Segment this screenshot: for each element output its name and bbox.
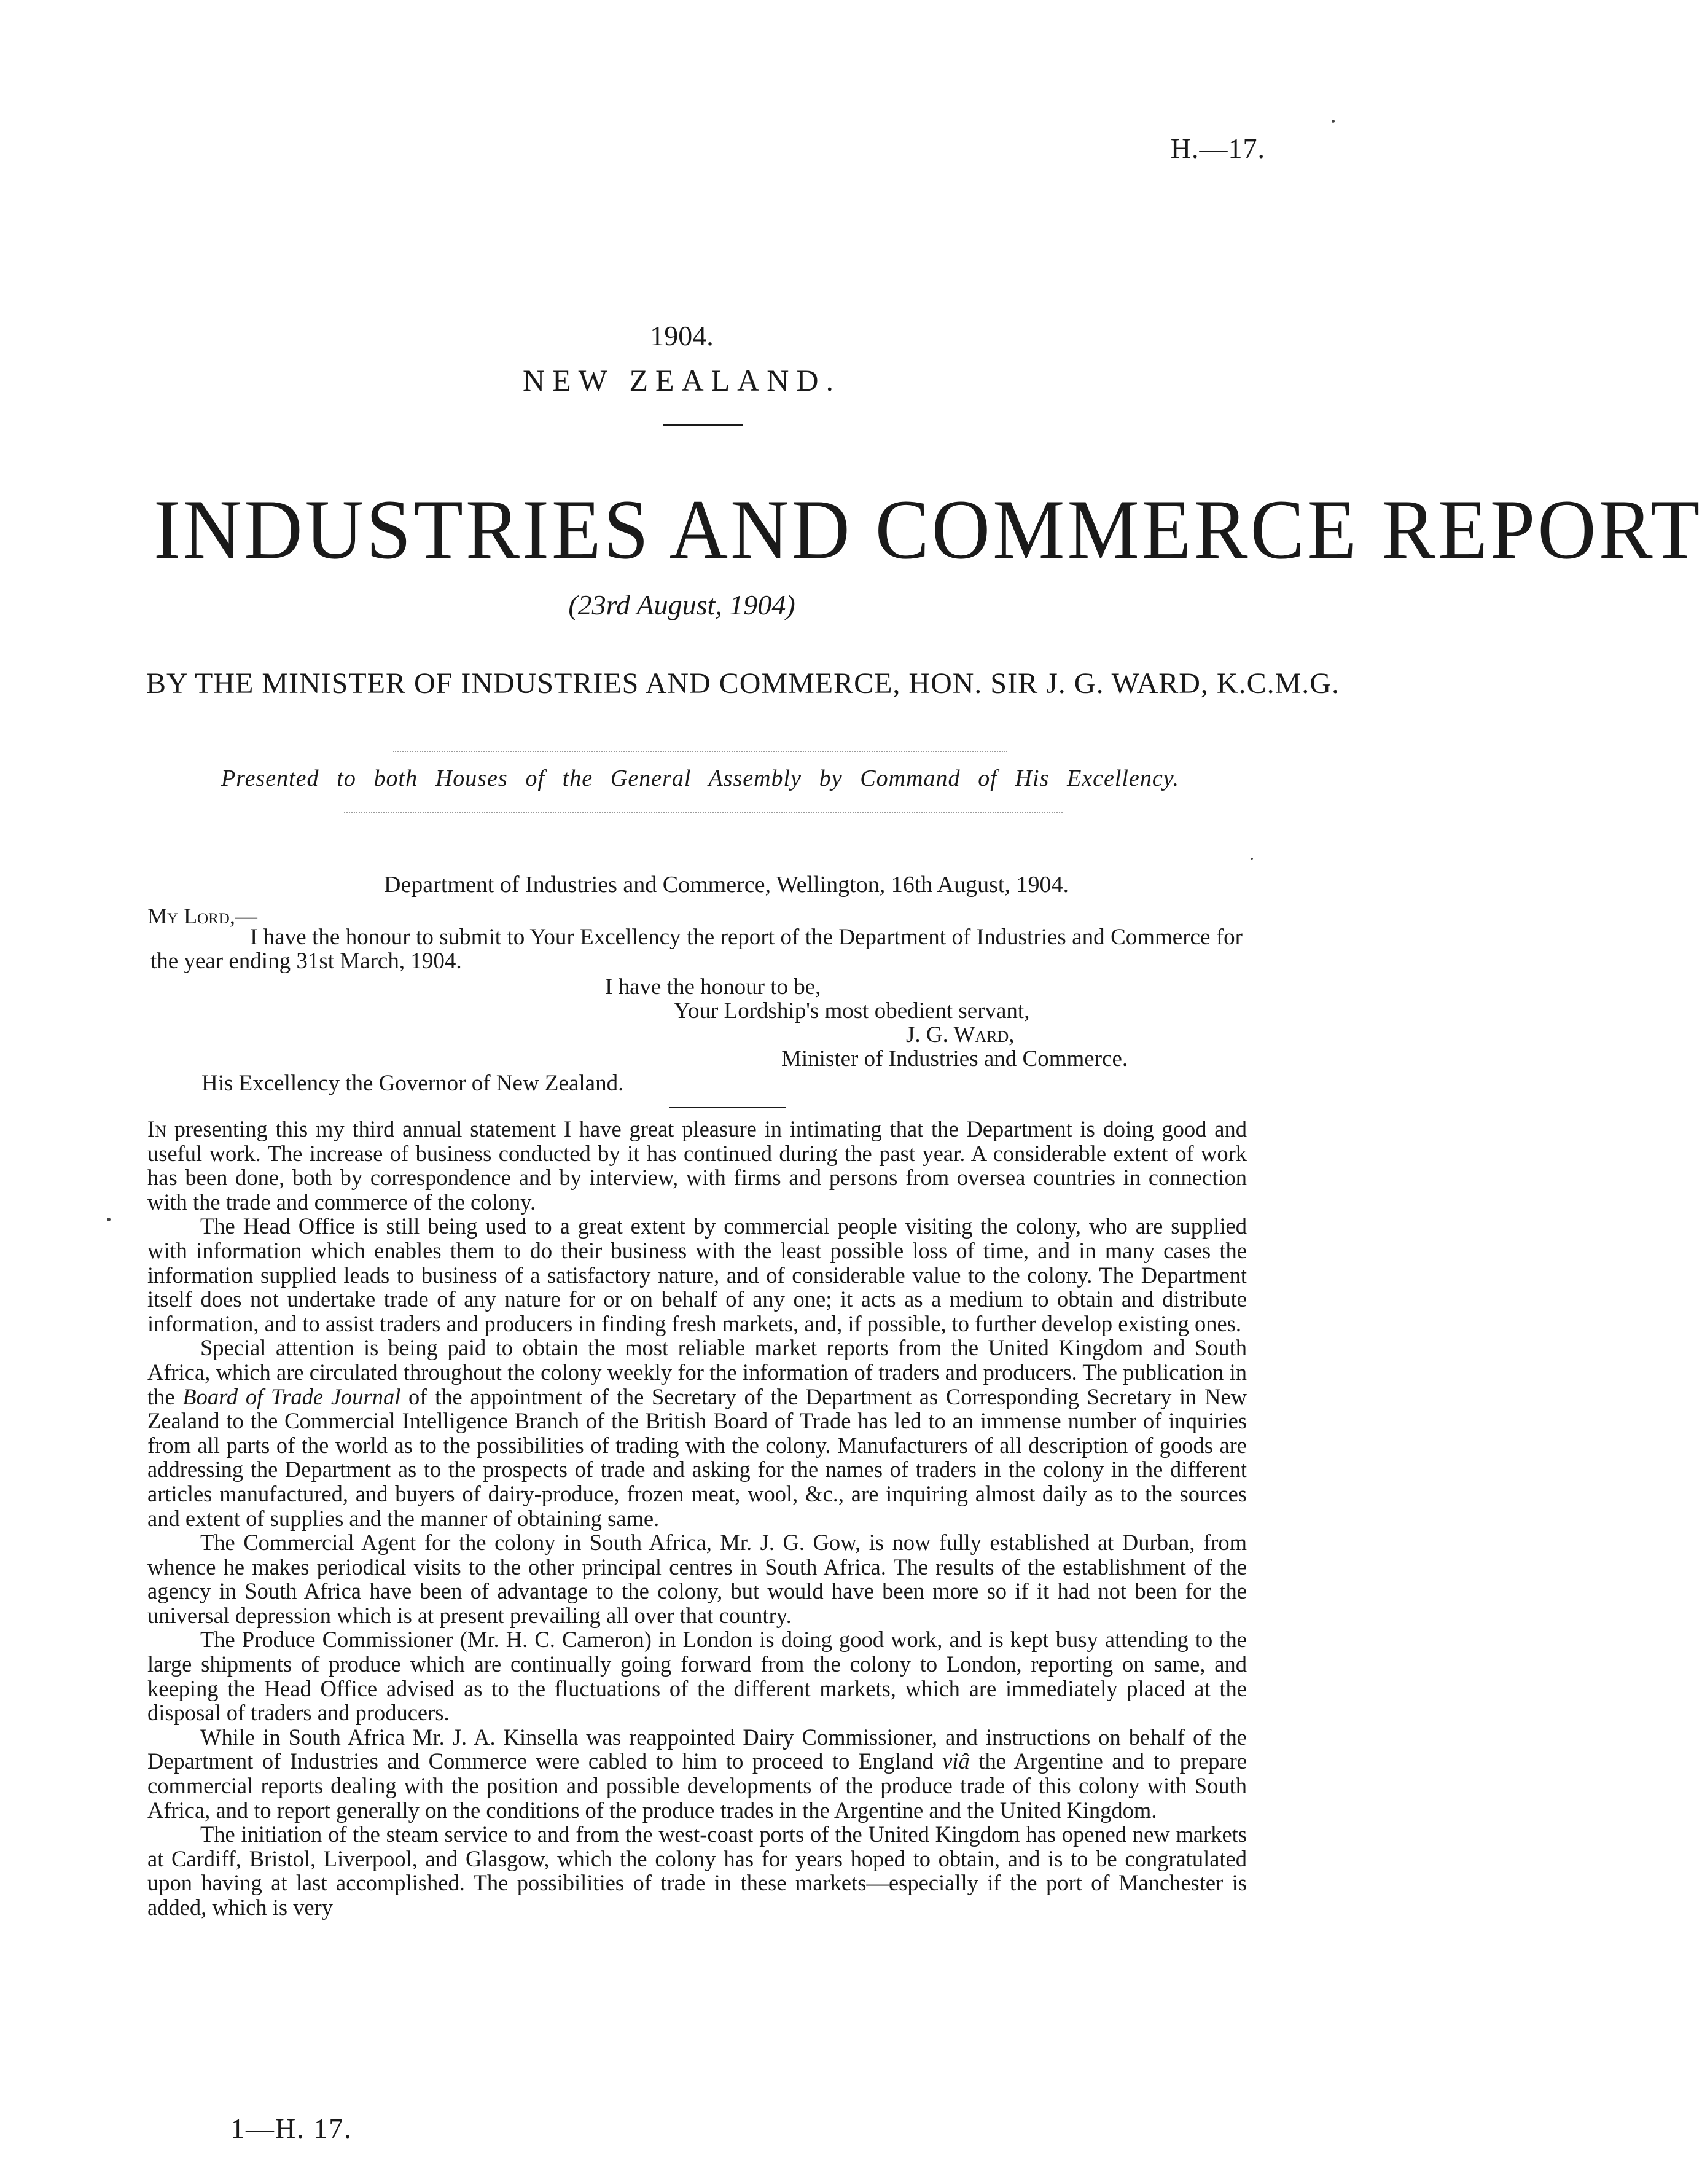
letter-addressee: His Excellency the Governor of New Zealand. [201,1071,624,1096]
print-speck [1251,858,1253,860]
paragraph-1 [147,1117,1247,1214]
letter-salutation: My Lord,— [147,904,257,928]
paragraph-text: Special attention is being paid to obtain the most reliable market reports from the United Kingdom and South Africa, which are circulated throughout the colony weekly for the information of traders and producers. The publication in the [147,1335,1247,1409]
dotted-rule-top [393,751,1007,752]
dotted-rule-bottom [344,812,1063,813]
paragraph-5: The Produce Commissioner (Mr. H. C. Cameron) in London is doing good work, and is kept busy attending to the large shipments of produce which are continually going forward from the colony to London, reporting on same, and keeping the Head Office advised as to the fluctuations of the different markets, which are immediately placed at the disposal of traders and producers. [147,1627,1247,1726]
paper-reference: H.—17. [1170,133,1265,164]
letter-end-rule [669,1107,786,1108]
letter-dateline: Department of Industries and Commerce, Wellington, 16th August, 1904. [384,872,1069,898]
report-date: (23rd August, 1904) [568,589,795,620]
paragraph-7: The initiation of the steam service to and from the west-coast ports of the United Kingdom has opened new markets at Cardiff, Bristol, Liverpool, and Glasgow, which the colony has for years hoped to obtain, and is to be congratulated upon having at last accomplished. The possibilities of trade in these markets—especially if the port of Manchester is added, which is very [147,1822,1247,1920]
year: 1904. [650,320,714,351]
paragraph-6 [147,1725,1247,1822]
journal-title: Board of Trade Journal [182,1384,401,1409]
letter-closing: I have the honour to be, [605,974,821,1000]
presented-line: Presented to both Houses of the General Assembly by Command of His Excellency. [221,765,1179,791]
print-speck [107,1218,111,1221]
page-reference: 1—H. 17. [230,2113,353,2144]
via-italic: viâ [942,1748,970,1774]
title-divider [663,424,743,426]
paragraph-lead: In [147,1116,166,1141]
byline: BY THE MINISTER OF INDUSTRIES AND COMMERCE, HON. SIR J. G. WARD, K.C.M.G. [146,667,1340,700]
letter-signature-title: Minister of Industries and Commerce. [781,1046,1128,1071]
letter-closing-servant: Your Lordship's most obedient servant, [674,998,1030,1024]
paragraph-text: While in South Africa Mr. J. A. Kinsella was reappointed Dairy Commissioner, and instructions on behalf of the Department of Industries and Commerce were cabled to him to proceed to England [147,1724,1247,1774]
report-title: INDUSTRIES AND COMMERCE REPORT [154,482,1702,577]
country: NEW ZEALAND. [523,363,841,397]
paragraph-4: The Commercial Agent for the colony in South Africa, Mr. J. G. Gow, is now fully established at Durban, from whence he makes periodical visits to the other principal centres in South Africa. The results of the establishment of the agency in South Africa have been of advantage to the colony, but would have been more so if it had not been for the universal depression which is at present prevailing all over that country. [147,1530,1247,1628]
paragraph-2: The Head Office is still being used to a great extent by commercial people visiting the colony, who are supplied with information which enables them to do their business with the least possible loss of time, and in many cases the information supplied leads to business of a satisfactory nature, and of considerable value to the colony. The Department itself does not undertake trade of any nature for or on behalf of any one; it acts as a medium to obtain and distribute information, and to assist traders and producers in finding fresh markets, and, if possible, to further develop existing ones. [147,1213,1247,1336]
paragraph-3 [147,1336,1247,1530]
letter-signature-name: J. G. Ward, [906,1022,1015,1047]
paragraph-text: of the appointment of the Secretary of the Department as Corresponding Secretary in New Zealand to the Commercial Intelligence Branch of the British Board of Trade has led to an immense number of inquiries from all parts of the world as to the possibilities of trading with the colony. Manufacturers of all description of goods are addressing the Department as to the prospects of trade and asking for the names of traders in the colony in the different articles manufactured, and buyers of dairy-produce, frozen meat, wool, &c., are inquiring almost daily as to the sources and extent of supplies and the manner of obtaining same. [147,1384,1247,1531]
letter-body: I have the honour to submit to Your Excellency the report of the Department of Industries and Commerce for the year ending 31st March, 1904. [150,925,1243,974]
print-speck [1332,120,1335,123]
report-body [147,1117,1247,1920]
paragraph-text: the Argentine and to prepare commercial reports dealing with the position and possible developments of the produce trade of this colony with South Africa, and to report generally on the conditions of the produce trades in the Argentine and the United Kingdom. [147,1748,1247,1823]
paragraph-text: presenting this my third annual statement I have great pleasure in intimating that the Department is doing good and useful work. The increase of business conducted by it has continued during the past year. A considerable extent of work has been done, both by correspondence and by interview, with firms and persons from oversea countries in connection with the trade and commerce of the colony. [147,1116,1247,1215]
